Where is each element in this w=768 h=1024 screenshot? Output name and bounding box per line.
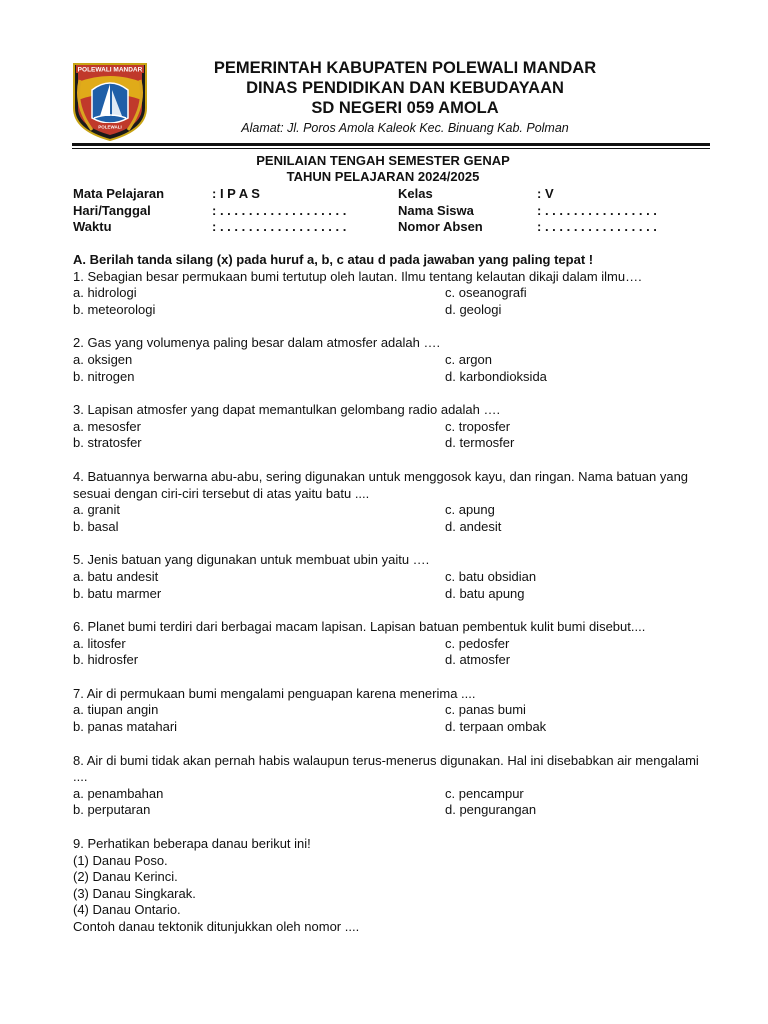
lake-item: (1) Danau Poso. — [73, 852, 168, 868]
identity-value: : . . . . . . . . . . . . . . . . . . — [212, 219, 347, 234]
exam-title-line2: TAHUN PELAJARAN 2024/2025 — [286, 169, 480, 184]
identity-label: Waktu — [73, 219, 112, 234]
question-6 — [73, 619, 703, 669]
option-d: d. pengurangan — [445, 802, 537, 818]
identity-value: : . . . . . . . . . . . . . . . . . . — [212, 202, 347, 218]
section-instruction: A. Berilah tanda silang (x) pada huruf a, b, c atau d pada jawaban yang paling tepat ! — [73, 252, 594, 267]
question-text: 9. Perhatikan beberapa danau berikut ini! — [73, 836, 311, 852]
question-prompt: Contoh danau tektonik ditunjukkan oleh nomor .... — [73, 919, 360, 934]
option-b: b. hidrosfer — [73, 652, 139, 668]
option-a: a. tiupan angin — [73, 702, 159, 718]
option-c: c. argon — [445, 351, 492, 367]
regency-logo — [70, 60, 150, 142]
letterhead — [160, 58, 650, 136]
option-c: c. batu obsidian — [445, 568, 537, 584]
question-2 — [73, 335, 703, 385]
question-4 — [73, 469, 703, 535]
question-text: 4. Batuannya berwarna abu-abu, sering digunakan untuk menggosok kayu, dan ringan. Nama batuan yang sesuai dengan ciri-ciri tersebut di atas yaitu batu .... — [73, 468, 689, 501]
question-text: 5. Jenis batuan yang digunakan untuk membuat ubin yaitu …. — [73, 552, 430, 568]
option-a: a. mesosfer — [73, 418, 141, 434]
option-c: c. pencampur — [445, 785, 524, 801]
identity-label: Mata Pelajaran — [73, 186, 165, 201]
question-text: 2. Gas yang volumenya paling besar dalam atmosfer adalah …. — [73, 335, 441, 351]
letterhead-rule-thick — [72, 143, 710, 146]
question-text: 7. Air di permukaan bumi mengalami penguapan karena menerima .... — [73, 685, 476, 701]
identity-row — [73, 203, 713, 220]
identity-value: : . . . . . . . . . . . . . . . . — [537, 219, 657, 234]
logo-text-bottom: POLEWALI — [98, 124, 122, 130]
question-text: 6. Planet bumi terdiri dari berbagai macam lapisan. Lapisan batuan pembentuk kulit bumi disebut.... — [73, 619, 646, 635]
option-c: c. pedosfer — [445, 635, 510, 651]
identity-label: Kelas — [398, 186, 433, 201]
option-d: d. terpaan ombak — [445, 719, 547, 735]
question-7 — [73, 686, 703, 736]
option-b: b. stratosfer — [73, 435, 142, 451]
letterhead-rule-thin — [72, 148, 710, 149]
question-9 — [73, 836, 703, 936]
lake-item: (2) Danau Kerinci. — [73, 869, 178, 885]
identity-row — [73, 219, 713, 236]
option-d: d. atmosfer — [445, 652, 511, 668]
option-a: a. hidrologi — [73, 285, 137, 301]
option-b: b. nitrogen — [73, 368, 135, 384]
option-a: a. batu andesit — [73, 568, 159, 584]
option-c: c. apung — [445, 502, 495, 518]
question-text: 3. Lapisan atmosfer yang dapat memantulkan gelombang radio adalah …. — [73, 402, 501, 418]
option-c: c. panas bumi — [445, 702, 526, 718]
option-d: d. geologi — [445, 301, 502, 317]
option-a: a. penambahan — [73, 785, 164, 801]
option-c: c. troposfer — [445, 418, 511, 434]
question-3 — [73, 402, 703, 452]
question-5 — [73, 552, 703, 602]
exam-title — [72, 153, 694, 185]
option-b: b. batu marmer — [73, 585, 162, 601]
option-b: b. meteorologi — [73, 301, 156, 317]
question-text: 1. Sebagian besar permukaan bumi tertutup oleh lautan. Ilmu tentang kelautan dikaji dalam ilmu…. — [73, 268, 642, 284]
option-b: b. basal — [73, 518, 119, 534]
option-a: a. granit — [73, 502, 120, 518]
identity-label: Nomor Absen — [398, 219, 483, 234]
option-d: d. karbondioksida — [445, 368, 547, 384]
question-1 — [73, 269, 703, 319]
government-name: PEMERINTAH KABUPATEN POLEWALI MANDAR — [213, 59, 597, 77]
option-d: d. batu apung — [445, 585, 525, 601]
option-d: d. andesit — [445, 518, 502, 534]
logo-text-top: POLEWALI MANDAR — [77, 66, 143, 74]
school-address: Alamat: Jl. Poros Amola Kaleok Kec. Binuang Kab. Polman — [241, 121, 569, 135]
student-identity-table — [73, 186, 713, 236]
identity-value: : . . . . . . . . . . . . . . . . — [537, 202, 657, 218]
option-b: b. perputaran — [73, 802, 151, 818]
question-text: 8. Air di bumi tidak akan pernah habis walaupun terus-menerus digunakan. Hal ini disebabkan air mengalami .... — [73, 752, 699, 785]
lake-item: (3) Danau Singkarak. — [73, 885, 196, 901]
option-a: a. oksigen — [73, 351, 133, 367]
option-c: c. oseanografi — [445, 285, 527, 301]
exam-title-line1: PENILAIAN TENGAH SEMESTER GENAP — [256, 153, 510, 168]
question-8 — [73, 753, 703, 819]
identity-value: : I P A S — [212, 186, 260, 201]
question-section — [73, 252, 703, 953]
option-a: a. litosfer — [73, 635, 126, 651]
identity-label: Nama Siswa — [398, 202, 474, 218]
identity-row — [73, 186, 713, 203]
school-name: SD NEGERI 059 AMOLA — [311, 99, 499, 117]
option-b: b. panas matahari — [73, 719, 178, 735]
option-d: d. termosfer — [445, 435, 515, 451]
identity-label: Hari/Tanggal — [73, 202, 151, 218]
department-name: DINAS PENDIDIKAN DAN KEBUDAYAAN — [246, 79, 564, 97]
lake-item: (4) Danau Ontario. — [73, 902, 181, 918]
identity-value: : V — [537, 186, 554, 201]
